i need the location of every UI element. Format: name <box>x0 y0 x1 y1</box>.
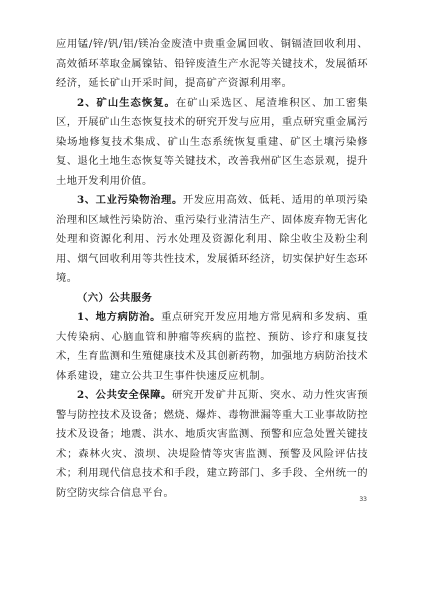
paragraph-continuation: 应用锰/锌/钒/铝/镁冶金废渣中贵重金属回收、铜镉渣回收利用、高效循环萃取金属镍钴、铅锌废渣生产水泥等关键技术，发展循环经济，延长矿山开采时间，提高矿产资源利用率。 <box>56 38 368 89</box>
document-body <box>56 35 368 503</box>
heading-endemic-disease: 1、地方病防治。 <box>77 311 162 323</box>
body-mine-ecology: 在矿山采选区、尾渣堆积区、加工密集区，开展矿山生态恢复技术的研究开发与应用，重点研究重金属污染场地修复技术集成、矿山生态系统恢复重建、矿区土壤污染修复、退化土地生态恢复等关键技术，改善我州矿区生态景观，提升土地开发利用价值。 <box>56 96 368 187</box>
heading-industrial-pollution: 3、工业污染物治理。 <box>77 194 183 206</box>
body-public-safety: 研究开发矿井瓦斯、突水、动力性灾害预警与防控技术及设备；燃烧、爆炸、毒物泄漏等重大工业事故防控技术及设备；地震、洪水、地质灾害监测、预警和应急处置关键技术；森林火灾、溃坝、决堤险情等灾害监测、预警及风险评估技术；利用现代信息技术和手段，建立跨部门、多手段、全州统一的防空防灾综合信息平台。 <box>56 389 368 499</box>
heading-public-safety: 2、公共安全保障。 <box>77 389 172 401</box>
body-endemic-disease: 重点研究开发应用地方常见病和多发病、重大传染病、心脑血管和肿瘤等疾病的监控、预防、诊疗和康复技术，生育监测和生殖健康技术及其创新药物，加强地方病防治技术体系建设，建立公共卫生事件快速反应机制。 <box>56 311 368 382</box>
paragraph-industrial-pollution <box>56 191 368 289</box>
paragraph-mine-ecology <box>56 94 368 192</box>
section-heading-public-service: （六）公共服务 <box>77 291 153 304</box>
heading-mine-ecology: 2、矿山生态恢复。 <box>77 96 176 109</box>
body-industrial-pollution: 开发应用高效、低耗、适用的单项污染治理和区域性污染防治、重污染行业清洁生产、固体废弃物无害化处理和资源化利用、污水处理及资源化利用、除尘收尘及粉尘利用、烟气回收利用等共性技术，发展循环经济，切实保护好生态环境。 <box>56 194 368 284</box>
page-number: 33 <box>359 496 367 503</box>
paragraph-endemic-disease <box>56 308 368 386</box>
paragraph-public-safety <box>56 386 368 503</box>
